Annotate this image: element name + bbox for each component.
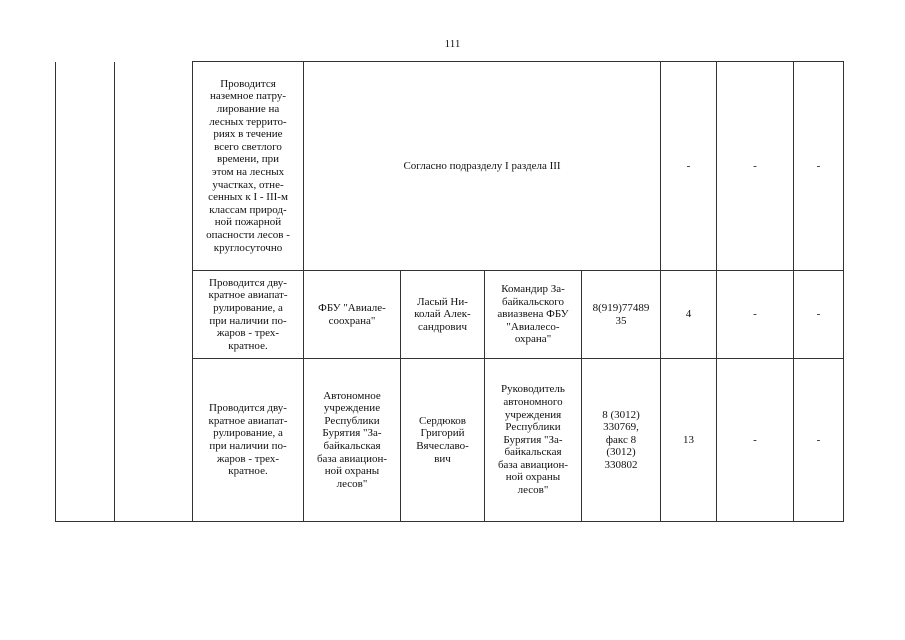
person-text: Ласый Ни- колай Алек- сандрович bbox=[414, 295, 471, 333]
activity-text: Проводится наземное патру- лирование на лесных террито- риях в течение всего светлого времени, при этом на лесных участках, отне- сенных к I - III-м классам природ- ной пожарной опасности лесов - круглосуточно bbox=[206, 77, 290, 254]
position-text: Командир За- байкальского авиазвена ФБУ "Авиалесо- охрана" bbox=[497, 283, 569, 346]
dash-cell bbox=[794, 62, 844, 271]
merged-reference-text: Согласно подразделу I раздела III bbox=[403, 159, 561, 172]
dash-text: - bbox=[816, 433, 821, 446]
count-text: - bbox=[686, 159, 691, 172]
position-cell bbox=[485, 359, 582, 522]
dash-text: - bbox=[816, 159, 821, 172]
count-cell bbox=[661, 359, 717, 522]
person-cell bbox=[401, 359, 485, 522]
phone-text: 8(919)77489 35 bbox=[592, 301, 650, 327]
phone-cell bbox=[582, 271, 661, 359]
empty-cell-col2 bbox=[115, 62, 193, 522]
dash-text: - bbox=[753, 159, 757, 172]
count-text: 4 bbox=[685, 308, 692, 321]
dash-cell bbox=[717, 271, 794, 359]
page-number: 111 bbox=[444, 38, 461, 50]
empty-cell-col1 bbox=[56, 62, 115, 522]
dash-cell bbox=[794, 359, 844, 522]
organization-cell bbox=[304, 359, 401, 522]
dash-text: - bbox=[753, 308, 757, 321]
activity-cell bbox=[193, 271, 304, 359]
table-row bbox=[56, 62, 844, 271]
fire-patrol-table bbox=[55, 61, 844, 522]
person-text: Сердюков Григорий Вячеславо- вич bbox=[416, 414, 469, 465]
activity-text: Проводится дву- кратное авиапат- рулирование, а при наличии по- жаров - трех- кратное. bbox=[208, 402, 288, 478]
count-cell bbox=[661, 271, 717, 359]
organization-cell bbox=[304, 271, 401, 359]
phone-cell bbox=[582, 359, 661, 522]
position-text: Руководитель автономного учреждения Республики Бурятия "За- байкальская база авиацион- ной охраны лесов" bbox=[497, 383, 569, 497]
activity-cell bbox=[193, 359, 304, 522]
dash-text: - bbox=[816, 308, 821, 321]
phone-text: 8 (3012) 330769, факс 8 (3012) 330802 bbox=[602, 408, 640, 471]
count-cell bbox=[661, 62, 717, 271]
dash-cell bbox=[717, 62, 794, 271]
organization-text: ФБУ "Авиале- соохрана" bbox=[318, 301, 386, 327]
count-text: 13 bbox=[683, 433, 695, 446]
dash-cell bbox=[794, 271, 844, 359]
organization-text: Автономное учреждение Республики Бурятия "За- байкальская база авиацион- ной охраны лесов" bbox=[316, 389, 388, 490]
merged-reference-cell bbox=[304, 62, 661, 271]
person-cell bbox=[401, 271, 485, 359]
dash-cell bbox=[717, 359, 794, 522]
activity-cell bbox=[193, 62, 304, 271]
dash-text: - bbox=[753, 433, 757, 446]
activity-text: Проводится дву- кратное авиапат- рулирование, а при наличии по- жаров - трех- кратное. bbox=[208, 276, 288, 352]
position-cell bbox=[485, 271, 582, 359]
